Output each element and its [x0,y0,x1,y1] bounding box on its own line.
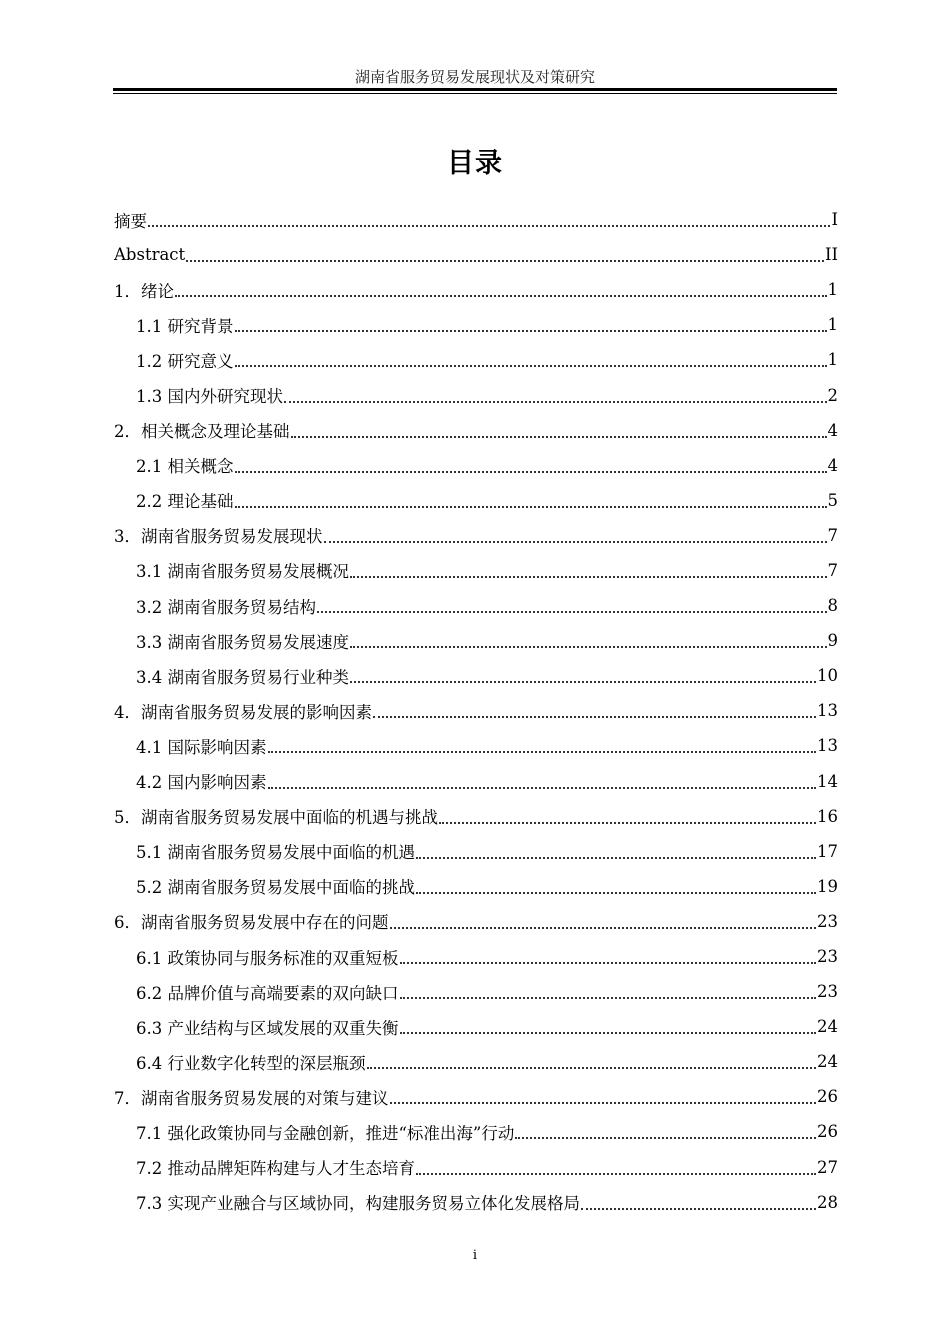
toc-entry-page: 28 [817,1192,838,1212]
toc-entry-page: 10 [817,666,838,686]
toc-dot-leader [324,540,827,543]
header-rule-thick [113,88,837,91]
toc-dot-leader [416,1172,816,1175]
toc-entry[interactable] [114,1114,838,1149]
toc-entry-page: 26 [817,1122,838,1142]
toc-dot-leader [268,750,817,753]
toc-dot-leader [373,715,816,718]
toc-entry-page: 23 [817,947,838,967]
header-rule-thin [113,93,837,94]
toc-dot-leader [367,1066,817,1069]
toc-entry[interactable] [114,413,838,448]
toc-dot-leader [350,680,816,683]
toc-dot-leader [175,294,827,297]
toc-entry[interactable] [114,869,838,904]
table-of-contents [114,202,838,1220]
toc-entry-page: 16 [817,806,838,826]
toc-entry[interactable] [114,799,838,834]
toc-entry-label: 6.1 政策协同与服务标准的双重短板 [136,948,399,968]
toc-dot-leader [235,364,827,367]
toc-dot-leader [235,505,827,508]
toc-dot-leader [400,1031,817,1034]
toc-entry-page: 7 [827,525,838,545]
toc-entry-label: 2.1 相关概念 [136,457,234,477]
toc-dot-leader [268,786,817,789]
toc-dot-leader [350,575,827,578]
toc-entry-page: 1 [827,350,838,370]
toc-dot-leader [400,961,817,964]
toc-entry-label: 7.2 推动品牌矩阵构建与人才生态培育 [136,1159,415,1179]
page-number: i [472,1248,478,1263]
toc-entry-page: I [831,210,838,230]
toc-entry-page: 17 [817,841,838,861]
toc-entry[interactable] [114,939,838,974]
toc-dot-leader [390,1101,817,1104]
toc-entry-label: 3.2 湖南省服务贸易结构 [136,597,316,617]
toc-entry[interactable] [114,518,838,553]
toc-dot-leader [416,856,816,859]
toc-entry[interactable] [114,1009,838,1044]
toc-entry-page: 4 [827,420,838,440]
toc-dot-leader [390,926,817,929]
toc-entry-page: 24 [817,1017,838,1037]
toc-entry-label: 3.3 湖南省服务贸易发展速度 [136,632,349,652]
toc-entry-label: 5.2 湖南省服务贸易发展中面临的挑战 [136,878,415,898]
toc-entry[interactable] [114,377,838,412]
toc-entry[interactable] [114,448,838,483]
toc-entry[interactable] [114,658,838,693]
toc-dot-leader [235,470,827,473]
toc-entry-label: 7.3 实现产业融合与区域协同，构建服务贸易立体化发展格局 [136,1194,580,1214]
toc-entry-label: 摘要 [114,211,147,231]
toc-entry-page: 23 [817,982,838,1002]
toc-entry-label: 1.2 研究意义 [136,351,234,371]
toc-entry-label: 6.3 产业结构与区域发展的双重失衡 [136,1018,399,1038]
toc-entry-label: Abstract [114,245,186,265]
toc-dot-leader [515,1136,816,1139]
toc-entry[interactable] [114,1185,838,1220]
toc-dot-leader [350,645,827,648]
toc-entry[interactable] [114,728,838,763]
toc-entry[interactable] [114,904,838,939]
toc-entry-label: 4．湖南省服务贸易发展的影响因素 [114,702,372,722]
toc-entry-label: 6.2 品牌价值与高端要素的双向缺口 [136,983,399,1003]
toc-entry[interactable] [114,237,838,272]
toc-entry-page: 24 [817,1052,838,1072]
toc-entry[interactable] [114,834,838,869]
toc-entry-page: 7 [827,560,838,580]
toc-entry-page: 1 [827,315,838,335]
toc-entry-page: 14 [817,771,838,791]
toc-dot-leader [400,996,817,999]
toc-entry-label: 1．绪论 [114,281,174,301]
toc-entry-label: 3.1 湖南省服务贸易发展概况 [136,562,349,582]
toc-entry-label: 5．湖南省服务贸易发展中面临的机遇与挑战 [114,808,438,828]
toc-entry[interactable] [114,1044,838,1079]
toc-entry-label: 7．湖南省服务贸易发展的对策与建议 [114,1088,389,1108]
toc-entry-label: 5.1 湖南省服务贸易发展中面临的机遇 [136,843,415,863]
toc-entry-label: 2.2 理论基础 [136,492,234,512]
toc-entry[interactable] [114,307,838,342]
running-header: 湖南省服务贸易发展现状及对策研究 [354,68,595,86]
toc-entry-label: 2．相关概念及理论基础 [114,422,290,442]
toc-entry[interactable] [114,483,838,518]
toc-entry-page: 9 [827,631,838,651]
toc-dot-leader [186,259,824,262]
toc-entry[interactable] [114,693,838,728]
toc-dot-leader [284,400,827,403]
toc-dot-leader [439,821,816,824]
toc-entry-label: 1.1 研究背景 [136,316,234,336]
toc-entry[interactable] [114,974,838,1009]
toc-entry-page: 26 [817,1087,838,1107]
toc-entry[interactable] [114,588,838,623]
toc-entry-label: 6.4 行业数字化转型的深层瓶颈 [136,1053,366,1073]
toc-entry[interactable] [114,342,838,377]
toc-dot-leader [148,224,830,227]
toc-entry-label: 4.2 国内影响因素 [136,773,267,793]
toc-entry-page: 13 [817,701,838,721]
toc-title: 目录 [447,148,503,179]
toc-entry-page: 27 [817,1157,838,1177]
toc-entry[interactable] [114,202,838,237]
toc-entry-page: 2 [827,385,838,405]
toc-entry[interactable] [114,623,838,658]
toc-entry-page: 19 [817,876,838,896]
toc-entry[interactable] [114,1079,838,1114]
toc-dot-leader [291,435,827,438]
toc-dot-leader [581,1207,816,1210]
toc-entry-label: 3．湖南省服务贸易发展现状 [114,527,323,547]
toc-entry[interactable] [114,272,838,307]
toc-entry-label: 4.1 国际影响因素 [136,737,267,757]
toc-dot-leader [317,610,827,613]
toc-entry-label: 7.1 强化政策协同与金融创新，推进“标准出海”行动 [136,1123,515,1143]
toc-entry-label: 1.3 国内外研究现状 [136,387,283,407]
toc-entry[interactable] [114,553,838,588]
toc-entry-page: II [824,245,838,265]
toc-entry-page: 13 [817,736,838,756]
toc-entry[interactable] [114,764,838,799]
toc-entry-page: 1 [827,280,838,300]
toc-entry-page: 23 [817,911,838,931]
toc-entry[interactable] [114,1150,838,1185]
toc-entry-label: 3.4 湖南省服务贸易行业种类 [136,667,349,687]
toc-entry-page: 4 [827,455,838,475]
toc-entry-page: 8 [827,596,838,616]
toc-dot-leader [416,891,816,894]
toc-entry-page: 5 [827,490,838,510]
toc-entry-label: 6．湖南省服务贸易发展中存在的问题 [114,913,389,933]
toc-dot-leader [235,329,827,332]
